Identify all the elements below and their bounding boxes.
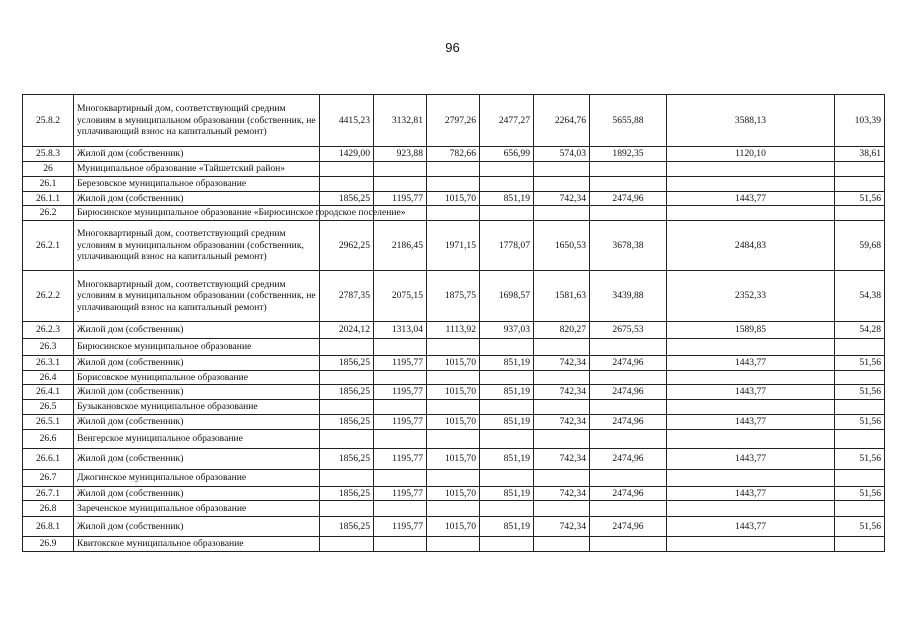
value-cell: 1589,85 [667, 322, 835, 339]
value-cell: 851,19 [480, 517, 534, 537]
section-name: Борисовское муниципальное образование [74, 371, 320, 385]
value-cell [667, 206, 835, 221]
value-cell [590, 470, 667, 487]
value-cell [320, 501, 374, 517]
value-cell [835, 339, 885, 356]
row-code: 26.8 [23, 501, 74, 517]
value-cell: 3132,81 [374, 95, 427, 147]
row-code: 25.8.3 [23, 147, 74, 162]
value-cell [480, 162, 534, 177]
value-cell: 2186,45 [374, 221, 427, 271]
value-cell [427, 371, 480, 385]
value-cell: 2484,83 [667, 221, 835, 271]
value-cell: 1195,77 [374, 356, 427, 371]
tariff-table [22, 94, 885, 552]
value-cell [667, 470, 835, 487]
value-cell: 1015,70 [427, 192, 480, 206]
value-cell [374, 400, 427, 415]
value-cell: 51,56 [835, 449, 885, 470]
value-cell: 1581,63 [534, 271, 590, 322]
value-cell [835, 470, 885, 487]
row-code: 26.7.1 [23, 487, 74, 501]
value-cell [480, 501, 534, 517]
value-cell [320, 162, 374, 177]
value-cell [320, 400, 374, 415]
value-cell: 1195,77 [374, 517, 427, 537]
section-name: Зареченское муниципальное образование [74, 501, 320, 517]
value-cell [667, 177, 835, 192]
value-cell [590, 371, 667, 385]
value-cell [835, 162, 885, 177]
value-cell: 51,56 [835, 385, 885, 400]
value-cell: 51,56 [835, 487, 885, 501]
value-cell [427, 470, 480, 487]
table-row [23, 192, 885, 206]
row-name: Жилой дом (собственник) [74, 385, 320, 400]
value-cell [590, 400, 667, 415]
value-cell [374, 339, 427, 356]
value-cell [374, 470, 427, 487]
table-row [23, 385, 885, 400]
value-cell: 2474,96 [590, 356, 667, 371]
value-cell [534, 400, 590, 415]
row-name: Жилой дом (собственник) [74, 517, 320, 537]
value-cell [534, 371, 590, 385]
value-cell [320, 537, 374, 552]
section-name: Бирюсинское муниципальное образование «Бирюсинское городское поселение» [74, 206, 320, 221]
value-cell [667, 371, 835, 385]
value-cell [667, 430, 835, 449]
value-cell: 2474,96 [590, 415, 667, 430]
table-row [23, 322, 885, 339]
section-header-row [23, 371, 885, 385]
value-cell [374, 501, 427, 517]
row-name: Жилой дом (собственник) [74, 487, 320, 501]
table-row [23, 95, 885, 147]
value-cell: 923,88 [374, 147, 427, 162]
value-cell: 742,34 [534, 517, 590, 537]
value-cell [320, 470, 374, 487]
value-cell: 1195,77 [374, 415, 427, 430]
value-cell: 51,56 [835, 415, 885, 430]
value-cell: 2352,33 [667, 271, 835, 322]
value-cell: 574,03 [534, 147, 590, 162]
value-cell [480, 177, 534, 192]
value-cell: 742,34 [534, 449, 590, 470]
value-cell [667, 400, 835, 415]
value-cell [534, 206, 590, 221]
section-header-row [23, 177, 885, 192]
value-cell [427, 339, 480, 356]
section-name: Джогинское муниципальное образование [74, 470, 320, 487]
value-cell: 2474,96 [590, 385, 667, 400]
value-cell: 851,19 [480, 415, 534, 430]
row-name: Многоквартирный дом, соответствующий средним условиям в муниципальном образовании (собственник, не уплачивающий взнос на капитальный ремонт) [74, 271, 320, 322]
value-cell [590, 537, 667, 552]
value-cell: 1698,57 [480, 271, 534, 322]
row-name: Жилой дом (собственник) [74, 322, 320, 339]
value-cell [427, 162, 480, 177]
value-cell: 1778,07 [480, 221, 534, 271]
value-cell: 1015,70 [427, 385, 480, 400]
value-cell [534, 470, 590, 487]
row-code: 25.8.2 [23, 95, 74, 147]
value-cell: 2787,35 [320, 271, 374, 322]
value-cell [534, 162, 590, 177]
section-header-row [23, 537, 885, 552]
section-header-row [23, 430, 885, 449]
value-cell: 656,99 [480, 147, 534, 162]
value-cell: 51,56 [835, 517, 885, 537]
section-name: Муниципальное образование «Тайшетский район» [74, 162, 320, 177]
value-cell [320, 177, 374, 192]
value-cell: 1856,25 [320, 517, 374, 537]
value-cell: 2962,25 [320, 221, 374, 271]
value-cell [835, 371, 885, 385]
value-cell: 5655,88 [590, 95, 667, 147]
table-row [23, 147, 885, 162]
value-cell: 3588,13 [667, 95, 835, 147]
value-cell: 2474,96 [590, 449, 667, 470]
value-cell [835, 430, 885, 449]
value-cell [480, 470, 534, 487]
value-cell: 1195,77 [374, 449, 427, 470]
value-cell: 2474,96 [590, 517, 667, 537]
value-cell: 4415,23 [320, 95, 374, 147]
row-code: 26.9 [23, 537, 74, 552]
value-cell [480, 371, 534, 385]
section-name: Квитокское муниципальное образование [74, 537, 320, 552]
row-code: 26.4.1 [23, 385, 74, 400]
value-cell: 1195,77 [374, 385, 427, 400]
value-cell [835, 501, 885, 517]
row-code: 26.8.1 [23, 517, 74, 537]
value-cell: 2675,53 [590, 322, 667, 339]
value-cell [590, 177, 667, 192]
value-cell: 1443,77 [667, 487, 835, 501]
value-cell: 851,19 [480, 385, 534, 400]
value-cell [427, 537, 480, 552]
value-cell: 851,19 [480, 356, 534, 371]
value-cell: 1015,70 [427, 487, 480, 501]
row-code: 26.6.1 [23, 449, 74, 470]
value-cell [480, 206, 534, 221]
value-cell: 1856,25 [320, 356, 374, 371]
value-cell [427, 177, 480, 192]
value-cell: 2477,27 [480, 95, 534, 147]
value-cell [590, 430, 667, 449]
value-cell [534, 430, 590, 449]
value-cell: 782,66 [427, 147, 480, 162]
value-cell [667, 537, 835, 552]
value-cell: 1429,00 [320, 147, 374, 162]
value-cell: 54,38 [835, 271, 885, 322]
value-cell [835, 206, 885, 221]
row-code: 26.7 [23, 470, 74, 487]
value-cell [590, 206, 667, 221]
table-row [23, 415, 885, 430]
value-cell: 2797,26 [427, 95, 480, 147]
value-cell: 1443,77 [667, 517, 835, 537]
value-cell: 1443,77 [667, 415, 835, 430]
row-code: 26.1 [23, 177, 74, 192]
row-code: 26.6 [23, 430, 74, 449]
value-cell: 851,19 [480, 449, 534, 470]
value-cell: 1015,70 [427, 415, 480, 430]
value-cell [427, 501, 480, 517]
value-cell: 2264,76 [534, 95, 590, 147]
value-cell [320, 339, 374, 356]
value-cell [480, 339, 534, 356]
row-code: 26 [23, 162, 74, 177]
value-cell [835, 537, 885, 552]
value-cell: 1313,04 [374, 322, 427, 339]
value-cell: 3678,38 [590, 221, 667, 271]
row-code: 26.2 [23, 206, 74, 221]
value-cell: 1856,25 [320, 415, 374, 430]
section-header-row [23, 206, 885, 221]
row-code: 26.2.1 [23, 221, 74, 271]
value-cell: 1856,25 [320, 487, 374, 501]
value-cell: 1443,77 [667, 192, 835, 206]
table-row [23, 517, 885, 537]
row-name: Жилой дом (собственник) [74, 415, 320, 430]
value-cell: 1892,35 [590, 147, 667, 162]
section-header-row [23, 501, 885, 517]
value-cell [480, 430, 534, 449]
row-name: Жилой дом (собственник) [74, 192, 320, 206]
value-cell [534, 339, 590, 356]
value-cell: 103,39 [835, 95, 885, 147]
value-cell: 1443,77 [667, 449, 835, 470]
table-row [23, 356, 885, 371]
value-cell: 820,27 [534, 322, 590, 339]
value-cell [320, 430, 374, 449]
value-cell: 937,03 [480, 322, 534, 339]
value-cell: 2474,96 [590, 192, 667, 206]
row-code: 26.1.1 [23, 192, 74, 206]
section-name: Бирюсинское муниципальное образование [74, 339, 320, 356]
value-cell [320, 371, 374, 385]
value-cell [534, 537, 590, 552]
value-cell [667, 501, 835, 517]
row-code: 26.3 [23, 339, 74, 356]
row-name: Многоквартирный дом, соответствующий средним условиям в муниципальном образовании (собственник, уплачивающий взнос на капитальный ремонт) [74, 221, 320, 271]
value-cell [374, 177, 427, 192]
value-cell: 2075,15 [374, 271, 427, 322]
value-cell: 1856,25 [320, 192, 374, 206]
value-cell: 1015,70 [427, 517, 480, 537]
value-cell: 742,34 [534, 356, 590, 371]
value-cell: 1195,77 [374, 487, 427, 501]
value-cell: 2474,96 [590, 487, 667, 501]
value-cell: 742,34 [534, 385, 590, 400]
value-cell [534, 177, 590, 192]
row-code: 26.2.3 [23, 322, 74, 339]
value-cell [427, 430, 480, 449]
row-name: Жилой дом (собственник) [74, 147, 320, 162]
table-row [23, 449, 885, 470]
value-cell: 3439,88 [590, 271, 667, 322]
value-cell [374, 537, 427, 552]
value-cell [590, 162, 667, 177]
value-cell: 1971,15 [427, 221, 480, 271]
table-row [23, 271, 885, 322]
table-row [23, 221, 885, 271]
section-header-row [23, 400, 885, 415]
value-cell: 2024,12 [320, 322, 374, 339]
row-code: 26.2.2 [23, 271, 74, 322]
row-name: Многоквартирный дом, соответствующий средним условиям в муниципальном образовании (собственник, не уплачивающий взнос на капитальный ремонт) [74, 95, 320, 147]
value-cell: 1015,70 [427, 449, 480, 470]
row-code: 26.5 [23, 400, 74, 415]
value-cell [667, 339, 835, 356]
value-cell: 59,68 [835, 221, 885, 271]
value-cell [534, 501, 590, 517]
section-header-row [23, 339, 885, 356]
section-name: Венгерское муниципальное образование [74, 430, 320, 449]
value-cell: 1875,75 [427, 271, 480, 322]
value-cell [667, 162, 835, 177]
section-name: Бузыкановское муниципальное образование [74, 400, 320, 415]
value-cell: 742,34 [534, 415, 590, 430]
row-name: Жилой дом (собственник) [74, 356, 320, 371]
row-code: 26.3.1 [23, 356, 74, 371]
value-cell [835, 400, 885, 415]
value-cell [427, 206, 480, 221]
value-cell: 851,19 [480, 192, 534, 206]
value-cell [374, 162, 427, 177]
row-name: Жилой дом (собственник) [74, 449, 320, 470]
value-cell [374, 430, 427, 449]
value-cell: 54,28 [835, 322, 885, 339]
value-cell: 1015,70 [427, 356, 480, 371]
value-cell: 742,34 [534, 487, 590, 501]
page-number: 96 [445, 40, 460, 55]
value-cell: 851,19 [480, 487, 534, 501]
value-cell: 1113,92 [427, 322, 480, 339]
value-cell: 51,56 [835, 192, 885, 206]
value-cell: 742,34 [534, 192, 590, 206]
value-cell: 1120,10 [667, 147, 835, 162]
section-name: Березовское муниципальное образование [74, 177, 320, 192]
value-cell: 1195,77 [374, 192, 427, 206]
value-cell: 38,61 [835, 147, 885, 162]
value-cell [590, 501, 667, 517]
value-cell [835, 177, 885, 192]
value-cell: 1443,77 [667, 385, 835, 400]
value-cell: 1856,25 [320, 449, 374, 470]
value-cell: 1650,53 [534, 221, 590, 271]
value-cell [480, 537, 534, 552]
row-code: 26.5.1 [23, 415, 74, 430]
value-cell: 51,56 [835, 356, 885, 371]
section-header-row [23, 162, 885, 177]
value-cell [427, 400, 480, 415]
value-cell: 1856,25 [320, 385, 374, 400]
value-cell [480, 400, 534, 415]
table-row [23, 487, 885, 501]
value-cell [374, 371, 427, 385]
section-header-row [23, 470, 885, 487]
row-code: 26.4 [23, 371, 74, 385]
value-cell [590, 339, 667, 356]
value-cell: 1443,77 [667, 356, 835, 371]
